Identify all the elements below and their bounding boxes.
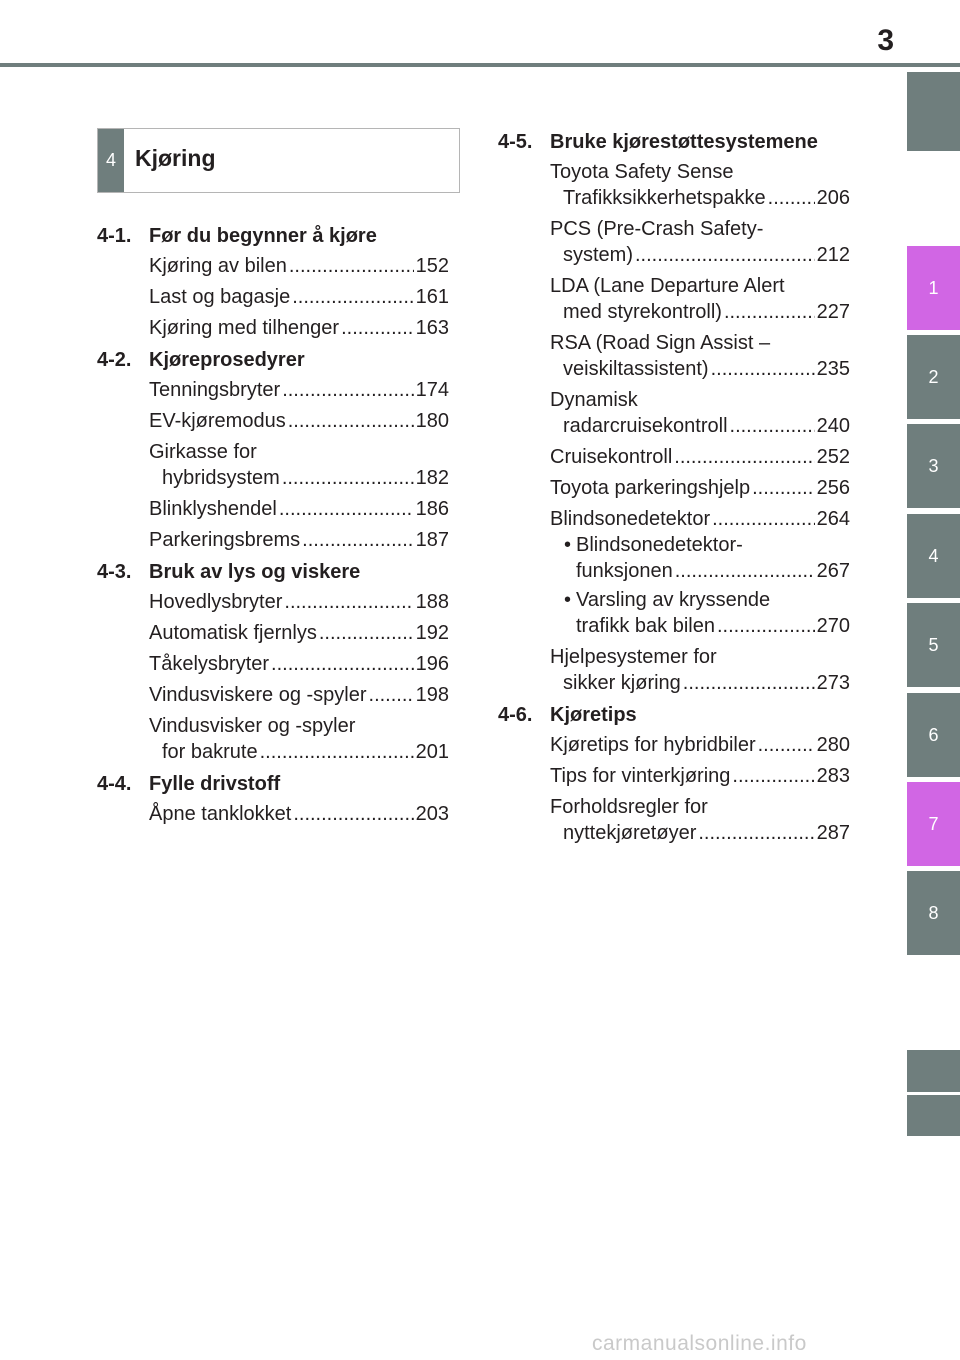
chapter-tab-8[interactable]: 8 [907, 871, 960, 955]
dot-leader [635, 242, 815, 268]
toc-entry[interactable] [550, 159, 850, 211]
toc-group-number: 4-6. [498, 704, 533, 726]
toc-entry-page: 152 [415, 255, 449, 277]
chapter-tab-2[interactable]: 2 [907, 335, 960, 419]
dot-leader [724, 299, 815, 325]
chapter-tab-7[interactable]: 7 [907, 782, 960, 866]
toc-entry-page: 163 [415, 317, 449, 339]
toc-entry-title: Parkeringsbrems [149, 529, 301, 551]
dot-leader [674, 444, 814, 470]
toc-entry[interactable] [149, 253, 449, 279]
section-number: 4 [98, 129, 124, 192]
toc-entry-title: Automatisk fjernlys [149, 622, 317, 644]
toc-entry-title: Last og bagasje [149, 286, 291, 308]
toc-entry-title: hybridsystem [162, 467, 280, 489]
toc-entry-row [550, 763, 850, 789]
toc-entry-row [550, 475, 850, 501]
toc-entry-title-line1: Blindsonedetektor- [576, 534, 743, 556]
chapter-tab-6[interactable]: 6 [907, 693, 960, 777]
toc-entry-title-line1: Varsling av kryssende [576, 589, 771, 611]
toc-entry-page: 280 [816, 734, 850, 756]
toc-entry-title: sikker kjøring [563, 672, 681, 694]
toc-entry[interactable] [550, 506, 850, 639]
toc-entry-page: 196 [415, 653, 449, 675]
chapter-tab-5[interactable]: 5 [907, 603, 960, 687]
page-number: 3 [877, 24, 894, 57]
toc-entry[interactable] [149, 589, 449, 615]
toc-entry-page: 283 [816, 765, 850, 787]
toc-entry-row [149, 253, 449, 279]
dot-leader [279, 496, 414, 522]
toc-entry-title-line1: PCS (Pre-Crash Safety- [550, 218, 764, 240]
dot-leader [675, 558, 815, 584]
toc-entry[interactable] [149, 496, 449, 522]
toc-group-number: 4-3. [97, 561, 132, 583]
toc-entry-row [149, 801, 449, 827]
toc-entry-title: med styrekontroll) [563, 301, 722, 323]
toc-group-number: 4-4. [97, 773, 132, 795]
toc-entry[interactable] [149, 620, 449, 646]
toc-entry-title: Trafikksikkerhetspakke [563, 187, 766, 209]
toc-entry-row [149, 651, 449, 677]
toc-entry-row [149, 315, 449, 341]
dot-leader [698, 820, 814, 846]
toc-entry-page: 174 [415, 379, 449, 401]
toc-entry-title-line1: Toyota Safety Sense [550, 161, 734, 183]
toc-group-number: 4-5. [498, 131, 533, 153]
toc-sub-entry[interactable] [564, 587, 850, 639]
dot-leader [758, 732, 815, 758]
dot-leader [717, 613, 815, 639]
toc-entry-row [550, 444, 850, 470]
toc-entry-row [550, 185, 850, 211]
dot-leader [711, 356, 815, 382]
toc-entry[interactable] [149, 315, 449, 341]
dot-leader [282, 465, 414, 491]
toc-entry-row [550, 299, 850, 325]
toc-entry-title: radarcruisekontroll [563, 415, 728, 437]
toc-entry-page: 256 [816, 477, 850, 499]
toc-entry-page: 186 [415, 498, 449, 520]
toc-entry-title: trafikk bak bilen [576, 615, 715, 637]
toc-entry[interactable] [149, 377, 449, 403]
toc-entry-title: Blindsonedetektor [550, 508, 711, 530]
toc-entry-page: 180 [415, 410, 449, 432]
section-title: Kjøring [135, 145, 216, 171]
dot-leader [752, 475, 815, 501]
toc-group-title: Bruke kjørestøttesystemene [550, 131, 818, 153]
toc-entry-title: for bakrute [162, 741, 258, 763]
toc-entry[interactable] [550, 475, 850, 501]
toc-entry-title-line1: Dynamisk [550, 389, 638, 411]
toc-entry-row [149, 496, 449, 522]
toc-entry-row [149, 589, 449, 615]
toc-entry-row [149, 682, 449, 708]
toc-group [498, 702, 850, 846]
toc-entry-row [550, 506, 850, 532]
toc-entry[interactable] [149, 682, 449, 708]
toc-entry-page: 270 [816, 615, 850, 637]
toc-entry[interactable] [550, 273, 850, 325]
toc-entry-row [149, 527, 449, 553]
toc-entry-title: funksjonen [576, 560, 673, 582]
dot-leader [271, 651, 414, 677]
toc-group [97, 771, 449, 827]
toc-entry[interactable] [149, 439, 449, 491]
watermark: carmanualsonline.info [592, 1332, 807, 1355]
toc-entry-title: Hovedlysbryter [149, 591, 283, 613]
toc-column-left [97, 217, 449, 832]
toc-sub-entry-body [564, 532, 850, 584]
toc-entry-page: 192 [415, 622, 449, 644]
toc-entry-title-line1: Forholdsregler for [550, 796, 708, 818]
toc-sub-entry-body [564, 587, 850, 639]
toc-entry[interactable] [149, 651, 449, 677]
toc-group-title: Kjøretips [550, 704, 637, 726]
chapter-tab-4[interactable]: 4 [907, 514, 960, 598]
chapter-tab-blank-0[interactable] [907, 72, 960, 151]
toc-entry-title: Kjøring av bilen [149, 255, 287, 277]
toc-entry-page: 201 [415, 741, 449, 763]
toc-entry-page: 198 [415, 684, 449, 706]
toc-entry-title-line1: RSA (Road Sign Assist – [550, 332, 771, 354]
chapter-tab-3[interactable]: 3 [907, 424, 960, 508]
toc-entry-title: Vindusviskere og -spyler [149, 684, 367, 706]
toc-entry-title-line1: Hjelpesystemer for [550, 646, 717, 668]
section-header [97, 128, 460, 193]
toc-group [498, 129, 850, 696]
toc-group-number: 4-1. [97, 225, 132, 247]
toc-entry[interactable] [550, 387, 850, 439]
toc-group-heading [97, 223, 449, 249]
toc-entry-page: 252 [816, 446, 850, 468]
toc-group-heading [498, 702, 850, 728]
dot-leader [730, 413, 815, 439]
toc-entry-row [149, 377, 449, 403]
toc-entry-row [550, 413, 850, 439]
toc-entry-row [550, 356, 850, 382]
toc-entry-title: veiskiltassistent) [563, 358, 709, 380]
toc-group [97, 347, 449, 553]
dot-leader [293, 801, 413, 827]
toc-entry[interactable] [149, 408, 449, 434]
toc-entry-title: Blinklyshendel [149, 498, 277, 520]
dot-leader [369, 682, 414, 708]
toc-entry-page: 273 [816, 672, 850, 694]
toc-entry-row [149, 284, 449, 310]
toc-entry-title: system) [563, 244, 633, 266]
toc-entry-page: 188 [415, 591, 449, 613]
chapter-tab-blank-10[interactable] [907, 1095, 960, 1136]
toc-entry[interactable] [550, 763, 850, 789]
toc-entry-title-line1: Vindusvisker og -spyler [149, 715, 356, 737]
toc-entry-row [149, 465, 449, 491]
dot-leader [683, 670, 815, 696]
toc-group-title: Fylle drivstoff [149, 773, 281, 795]
toc-group-heading [97, 771, 449, 797]
dot-leader [712, 506, 815, 532]
dot-leader [260, 739, 414, 765]
toc-entry[interactable] [550, 732, 850, 758]
dot-leader [292, 284, 413, 310]
toc-entry-row [576, 558, 850, 584]
toc-entry-title: nyttekjøretøyer [563, 822, 697, 844]
toc-entry-page: 240 [816, 415, 850, 437]
toc-sub-entry[interactable] [564, 532, 850, 584]
toc-entry[interactable] [550, 794, 850, 846]
toc-entry-title-line1: LDA (Lane Departure Alert [550, 275, 785, 297]
toc-group [97, 559, 449, 765]
toc-entry[interactable] [149, 527, 449, 553]
toc-entry-page: 212 [816, 244, 850, 266]
toc-entry-page: 267 [816, 560, 850, 582]
toc-entry-row [576, 613, 850, 639]
toc-entry-row [550, 820, 850, 846]
dot-leader [289, 253, 414, 279]
dot-leader [732, 763, 814, 789]
toc-entry-page: 264 [816, 508, 850, 530]
toc-entry-title-line1: Girkasse for [149, 441, 257, 463]
toc-column-right [498, 123, 850, 851]
toc-entry-page: 203 [415, 803, 449, 825]
toc-entry-row [550, 670, 850, 696]
dot-leader [284, 589, 413, 615]
toc-group-title: Før du begynner å kjøre [149, 225, 377, 247]
toc-entry-title: Toyota parkeringshjelp [550, 477, 751, 499]
bullet: • [564, 534, 572, 556]
toc-group-heading [97, 559, 449, 585]
toc-entry[interactable] [550, 330, 850, 382]
toc-group-number: 4-2. [97, 349, 132, 371]
dot-leader [341, 315, 414, 341]
toc-entry[interactable] [149, 713, 449, 765]
dot-leader [302, 527, 413, 553]
toc-entry[interactable] [149, 284, 449, 310]
toc-entry-page: 206 [816, 187, 850, 209]
dot-leader [319, 620, 414, 646]
toc-entry-page: 287 [816, 822, 850, 844]
toc-entry-page: 187 [415, 529, 449, 551]
toc-group-heading [97, 347, 449, 373]
toc-group [97, 223, 449, 341]
toc-entry[interactable] [550, 644, 850, 696]
toc-entry-title: Kjøring med tilhenger [149, 317, 340, 339]
toc-entry-page: 227 [816, 301, 850, 323]
toc-entry-title: Kjøretips for hybridbiler [550, 734, 756, 756]
toc-group-heading [498, 129, 850, 155]
chapter-tab-blank-9[interactable] [907, 1050, 960, 1092]
bullet: • [564, 589, 572, 611]
toc-entry-title: Tåkelysbryter [149, 653, 270, 675]
toc-entry-row [149, 739, 449, 765]
toc-entry-page: 235 [816, 358, 850, 380]
toc-entry-page: 161 [415, 286, 449, 308]
toc-entry[interactable] [550, 444, 850, 470]
toc-group-title: Bruk av lys og viskere [149, 561, 361, 583]
chapter-tab-1[interactable]: 1 [907, 246, 960, 330]
toc-entry-title: EV-kjøremodus [149, 410, 286, 432]
top-rule [0, 63, 960, 67]
dot-leader [768, 185, 815, 211]
toc-entry-page: 182 [415, 467, 449, 489]
toc-entry-title: Åpne tanklokket [149, 803, 292, 825]
toc-entry-title: Tenningsbryter [149, 379, 281, 401]
toc-entry[interactable] [550, 216, 850, 268]
toc-entry-title: Cruisekontroll [550, 446, 673, 468]
toc-entry[interactable] [149, 801, 449, 827]
toc-entry-row [149, 620, 449, 646]
dot-leader [282, 377, 413, 403]
toc-group-title: Kjøreprosedyrer [149, 349, 305, 371]
toc-entry-row [550, 732, 850, 758]
toc-entry-row [149, 408, 449, 434]
dot-leader [288, 408, 414, 434]
toc-entry-title: Tips for vinterkjøring [550, 765, 731, 787]
toc-entry-row [550, 242, 850, 268]
